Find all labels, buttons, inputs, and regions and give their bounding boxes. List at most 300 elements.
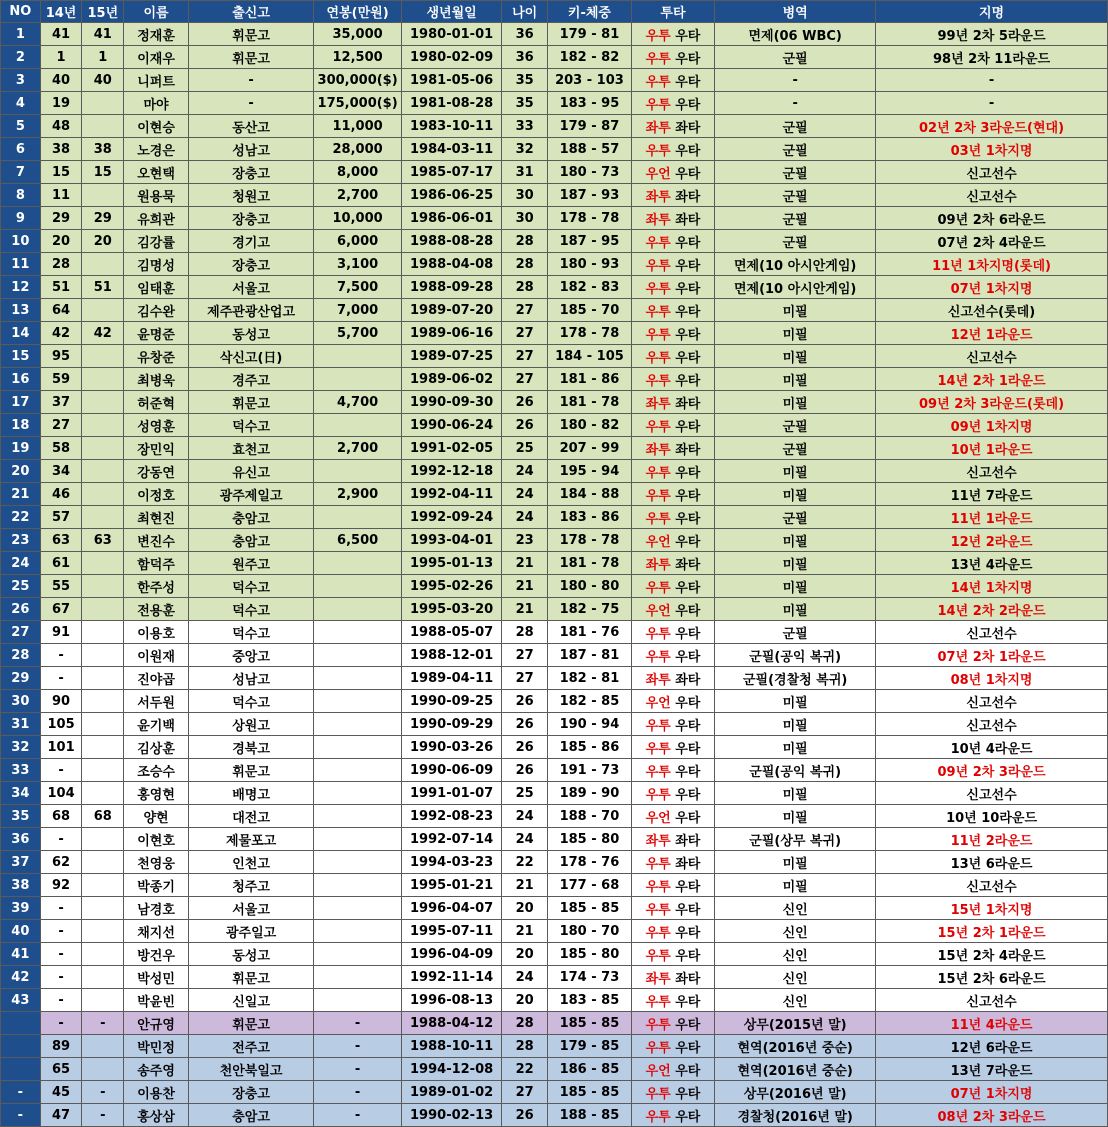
cell-birth: 1990-09-30 bbox=[401, 391, 501, 414]
cell-number-14: 89 bbox=[40, 1035, 82, 1058]
cell-no: 23 bbox=[1, 529, 41, 552]
cell-no: 28 bbox=[1, 644, 41, 667]
cell-age: 36 bbox=[502, 23, 548, 46]
cell-throw-bat bbox=[631, 46, 715, 69]
cell-number-15 bbox=[82, 483, 124, 506]
throw-hand: 우투 bbox=[645, 350, 671, 366]
cell-age: 20 bbox=[502, 897, 548, 920]
cell-salary: 6,000 bbox=[314, 230, 402, 253]
cell-military: 군필 bbox=[715, 414, 876, 437]
cell-no: 27 bbox=[1, 621, 41, 644]
cell-number-14: 27 bbox=[40, 414, 82, 437]
cell-birth: 1985-07-17 bbox=[401, 161, 501, 184]
cell-school: 충암고 bbox=[188, 1104, 313, 1127]
header-name: 이름 bbox=[124, 1, 189, 23]
table-row bbox=[1, 299, 1108, 322]
cell-birth: 1994-03-23 bbox=[401, 851, 501, 874]
bat-hand: 우타 bbox=[675, 925, 701, 941]
cell-height-weight: 178 - 78 bbox=[548, 207, 632, 230]
cell-number-15: 20 bbox=[82, 230, 124, 253]
cell-height-weight: 187 - 93 bbox=[548, 184, 632, 207]
cell-birth: 1993-04-01 bbox=[401, 529, 501, 552]
cell-military: 군필 bbox=[715, 437, 876, 460]
cell-birth: 1984-03-11 bbox=[401, 138, 501, 161]
throw-hand: 좌투 bbox=[645, 212, 671, 228]
cell-name: 이원재 bbox=[124, 644, 189, 667]
cell-military: 상무(2016년 말) bbox=[715, 1081, 876, 1104]
cell-number-15 bbox=[82, 782, 124, 805]
cell-military: 신인 bbox=[715, 943, 876, 966]
cell-salary bbox=[314, 920, 402, 943]
bat-hand: 좌타 bbox=[675, 833, 701, 849]
cell-number-15 bbox=[82, 644, 124, 667]
cell-military: 군필 bbox=[715, 207, 876, 230]
cell-number-14: 28 bbox=[40, 253, 82, 276]
throw-hand: 우투 bbox=[645, 994, 671, 1010]
cell-no: 3 bbox=[1, 69, 41, 92]
cell-draft: - bbox=[876, 69, 1108, 92]
table-row bbox=[1, 782, 1108, 805]
cell-salary: 35,000 bbox=[314, 23, 402, 46]
header-14: 14년 bbox=[40, 1, 82, 23]
throw-hand: 우투 bbox=[645, 1109, 671, 1125]
cell-no: 2 bbox=[1, 46, 41, 69]
cell-school: 휘문고 bbox=[188, 966, 313, 989]
cell-name: 방건우 bbox=[124, 943, 189, 966]
header-row bbox=[1, 1, 1108, 23]
cell-name: 조승수 bbox=[124, 759, 189, 782]
cell-name: 최병욱 bbox=[124, 368, 189, 391]
cell-no: 37 bbox=[1, 851, 41, 874]
cell-school: 휘문고 bbox=[188, 391, 313, 414]
cell-age: 28 bbox=[502, 276, 548, 299]
cell-salary: - bbox=[314, 1104, 402, 1127]
cell-age: 21 bbox=[502, 874, 548, 897]
cell-no: 4 bbox=[1, 92, 41, 115]
cell-throw-bat bbox=[631, 966, 715, 989]
cell-height-weight: 188 - 70 bbox=[548, 805, 632, 828]
bat-hand: 우타 bbox=[675, 350, 701, 366]
cell-throw-bat bbox=[631, 667, 715, 690]
throw-hand: 우투 bbox=[645, 787, 671, 803]
cell-number-14: 55 bbox=[40, 575, 82, 598]
cell-throw-bat bbox=[631, 713, 715, 736]
cell-draft: 09년 2차 3라운드 bbox=[876, 759, 1108, 782]
table-row bbox=[1, 966, 1108, 989]
cell-height-weight: 185 - 80 bbox=[548, 828, 632, 851]
cell-throw-bat bbox=[631, 920, 715, 943]
cell-no bbox=[1, 1058, 41, 1081]
cell-height-weight: 185 - 85 bbox=[548, 1081, 632, 1104]
table-row bbox=[1, 1058, 1108, 1081]
cell-age: 27 bbox=[502, 322, 548, 345]
cell-salary: 7,500 bbox=[314, 276, 402, 299]
cell-age: 25 bbox=[502, 782, 548, 805]
cell-military: 신인 bbox=[715, 989, 876, 1012]
cell-no: - bbox=[1, 1104, 41, 1127]
table-row bbox=[1, 598, 1108, 621]
throw-hand: 우투 bbox=[645, 925, 671, 941]
header-age: 나이 bbox=[502, 1, 548, 23]
cell-school: 덕수고 bbox=[188, 598, 313, 621]
cell-salary bbox=[314, 368, 402, 391]
cell-military: 경찰청(2016년 말) bbox=[715, 1104, 876, 1127]
cell-age: 27 bbox=[502, 644, 548, 667]
cell-age: 25 bbox=[502, 437, 548, 460]
cell-salary bbox=[314, 966, 402, 989]
cell-throw-bat bbox=[631, 552, 715, 575]
cell-name: 김수완 bbox=[124, 299, 189, 322]
cell-number-15: 1 bbox=[82, 46, 124, 69]
bat-hand: 우타 bbox=[675, 373, 701, 389]
cell-age: 26 bbox=[502, 414, 548, 437]
cell-number-15 bbox=[82, 437, 124, 460]
table-row bbox=[1, 897, 1108, 920]
cell-number-14: 92 bbox=[40, 874, 82, 897]
cell-draft: 신고선수 bbox=[876, 621, 1108, 644]
cell-draft: 03년 1차지명 bbox=[876, 138, 1108, 161]
throw-hand: 우투 bbox=[645, 235, 671, 251]
cell-salary: 7,000 bbox=[314, 299, 402, 322]
cell-draft: 11년 4라운드 bbox=[876, 1012, 1108, 1035]
cell-age: 27 bbox=[502, 1081, 548, 1104]
throw-hand: 우투 bbox=[645, 51, 671, 67]
cell-draft: 07년 1차지명 bbox=[876, 1081, 1108, 1104]
cell-school: 충암고 bbox=[188, 506, 313, 529]
cell-military: 군필(공익 복귀) bbox=[715, 759, 876, 782]
cell-name: 송주영 bbox=[124, 1058, 189, 1081]
cell-age: 27 bbox=[502, 299, 548, 322]
cell-number-15 bbox=[82, 92, 124, 115]
cell-name: 유희관 bbox=[124, 207, 189, 230]
throw-hand: 우투 bbox=[645, 304, 671, 320]
cell-birth: 1988-10-11 bbox=[401, 1035, 501, 1058]
throw-hand: 우투 bbox=[645, 1040, 671, 1056]
cell-number-15 bbox=[82, 966, 124, 989]
table-row bbox=[1, 943, 1108, 966]
cell-salary bbox=[314, 736, 402, 759]
cell-salary bbox=[314, 989, 402, 1012]
cell-birth: 1995-03-20 bbox=[401, 598, 501, 621]
cell-throw-bat bbox=[631, 230, 715, 253]
cell-school: 삭신고(日) bbox=[188, 345, 313, 368]
cell-military: 미필 bbox=[715, 460, 876, 483]
cell-no bbox=[1, 1035, 41, 1058]
bat-hand: 우타 bbox=[675, 97, 701, 113]
cell-draft: 신고선수 bbox=[876, 184, 1108, 207]
cell-height-weight: 182 - 83 bbox=[548, 276, 632, 299]
throw-hand: 우투 bbox=[645, 1017, 671, 1033]
cell-number-14: 64 bbox=[40, 299, 82, 322]
cell-number-14: - bbox=[40, 920, 82, 943]
cell-school: 경기고 bbox=[188, 230, 313, 253]
table-row bbox=[1, 989, 1108, 1012]
cell-name: 성영훈 bbox=[124, 414, 189, 437]
cell-no: 26 bbox=[1, 598, 41, 621]
cell-no: 12 bbox=[1, 276, 41, 299]
bat-hand: 우타 bbox=[675, 718, 701, 734]
cell-number-14: - bbox=[40, 966, 82, 989]
throw-hand: 우투 bbox=[645, 580, 671, 596]
bat-hand: 좌타 bbox=[675, 212, 701, 228]
throw-hand: 좌투 bbox=[645, 557, 671, 573]
header-military: 병역 bbox=[715, 1, 876, 23]
cell-military: 미필 bbox=[715, 368, 876, 391]
throw-hand: 좌투 bbox=[645, 120, 671, 136]
cell-no: 21 bbox=[1, 483, 41, 506]
cell-age: 24 bbox=[502, 506, 548, 529]
cell-throw-bat bbox=[631, 943, 715, 966]
cell-throw-bat bbox=[631, 621, 715, 644]
cell-birth: 1980-01-01 bbox=[401, 23, 501, 46]
cell-birth: 1992-07-14 bbox=[401, 828, 501, 851]
throw-hand: 우언 bbox=[645, 534, 671, 550]
cell-no: 24 bbox=[1, 552, 41, 575]
table-row bbox=[1, 667, 1108, 690]
cell-height-weight: 190 - 94 bbox=[548, 713, 632, 736]
cell-draft: 13년 6라운드 bbox=[876, 851, 1108, 874]
cell-number-14: 46 bbox=[40, 483, 82, 506]
cell-throw-bat bbox=[631, 391, 715, 414]
table-row bbox=[1, 529, 1108, 552]
cell-number-14: - bbox=[40, 759, 82, 782]
throw-hand: 우투 bbox=[645, 718, 671, 734]
cell-height-weight: 184 - 88 bbox=[548, 483, 632, 506]
cell-draft: 09년 2차 3라운드(롯데) bbox=[876, 391, 1108, 414]
cell-military: 미필 bbox=[715, 391, 876, 414]
throw-hand: 우투 bbox=[645, 258, 671, 274]
bat-hand: 우타 bbox=[675, 511, 701, 527]
throw-hand: 우투 bbox=[645, 626, 671, 642]
cell-name: 최현진 bbox=[124, 506, 189, 529]
cell-no: 31 bbox=[1, 713, 41, 736]
bat-hand: 우타 bbox=[675, 787, 701, 803]
bat-hand: 우타 bbox=[675, 1063, 701, 1079]
cell-age: 35 bbox=[502, 69, 548, 92]
cell-number-15 bbox=[82, 506, 124, 529]
bat-hand: 우타 bbox=[675, 534, 701, 550]
cell-no: 30 bbox=[1, 690, 41, 713]
header-birth: 생년월일 bbox=[401, 1, 501, 23]
throw-hand: 좌투 bbox=[645, 396, 671, 412]
cell-school: 신일고 bbox=[188, 989, 313, 1012]
throw-hand: 우투 bbox=[645, 465, 671, 481]
cell-name: 정재훈 bbox=[124, 23, 189, 46]
cell-salary bbox=[314, 552, 402, 575]
cell-number-15 bbox=[82, 874, 124, 897]
cell-height-weight: 181 - 78 bbox=[548, 391, 632, 414]
cell-name: 이재우 bbox=[124, 46, 189, 69]
cell-number-15 bbox=[82, 943, 124, 966]
cell-school: 성남고 bbox=[188, 138, 313, 161]
cell-number-14: 101 bbox=[40, 736, 82, 759]
cell-age: 26 bbox=[502, 713, 548, 736]
cell-military: 군필(공익 복귀) bbox=[715, 644, 876, 667]
cell-school: 휘문고 bbox=[188, 46, 313, 69]
table-row bbox=[1, 1081, 1108, 1104]
bat-hand: 우타 bbox=[675, 1086, 701, 1102]
cell-number-14: 37 bbox=[40, 391, 82, 414]
cell-school: 덕수고 bbox=[188, 690, 313, 713]
cell-throw-bat bbox=[631, 989, 715, 1012]
throw-hand: 우투 bbox=[645, 488, 671, 504]
cell-height-weight: 181 - 78 bbox=[548, 552, 632, 575]
cell-no: 8 bbox=[1, 184, 41, 207]
cell-throw-bat bbox=[631, 345, 715, 368]
table-row bbox=[1, 1012, 1108, 1035]
throw-hand: 우투 bbox=[645, 74, 671, 90]
throw-hand: 우투 bbox=[645, 741, 671, 757]
cell-military: 면제(10 아시안게임) bbox=[715, 253, 876, 276]
cell-height-weight: 177 - 68 bbox=[548, 874, 632, 897]
throw-hand: 우투 bbox=[645, 143, 671, 159]
cell-military: 군필 bbox=[715, 115, 876, 138]
throw-hand: 우투 bbox=[645, 764, 671, 780]
cell-birth: 1992-11-14 bbox=[401, 966, 501, 989]
cell-salary: 175,000($) bbox=[314, 92, 402, 115]
cell-height-weight: 180 - 73 bbox=[548, 161, 632, 184]
cell-salary bbox=[314, 713, 402, 736]
cell-draft: 12년 6라운드 bbox=[876, 1035, 1108, 1058]
cell-age: 26 bbox=[502, 759, 548, 782]
cell-height-weight: 203 - 103 bbox=[548, 69, 632, 92]
cell-number-14: 11 bbox=[40, 184, 82, 207]
bat-hand: 좌타 bbox=[675, 442, 701, 458]
cell-throw-bat bbox=[631, 782, 715, 805]
cell-salary: 11,000 bbox=[314, 115, 402, 138]
cell-throw-bat bbox=[631, 874, 715, 897]
cell-salary bbox=[314, 414, 402, 437]
cell-school: 동성고 bbox=[188, 322, 313, 345]
cell-school: 효천고 bbox=[188, 437, 313, 460]
cell-throw-bat bbox=[631, 207, 715, 230]
cell-throw-bat bbox=[631, 299, 715, 322]
cell-throw-bat bbox=[631, 368, 715, 391]
cell-no: 39 bbox=[1, 897, 41, 920]
bat-hand: 우타 bbox=[675, 580, 701, 596]
cell-throw-bat bbox=[631, 1035, 715, 1058]
cell-height-weight: 185 - 85 bbox=[548, 897, 632, 920]
cell-throw-bat bbox=[631, 598, 715, 621]
bat-hand: 우타 bbox=[675, 28, 701, 44]
cell-school: 휘문고 bbox=[188, 1012, 313, 1035]
table-row bbox=[1, 759, 1108, 782]
cell-military: - bbox=[715, 92, 876, 115]
cell-throw-bat bbox=[631, 575, 715, 598]
cell-school: 덕수고 bbox=[188, 575, 313, 598]
cell-number-14: 40 bbox=[40, 69, 82, 92]
cell-number-15: 29 bbox=[82, 207, 124, 230]
cell-age: 22 bbox=[502, 1058, 548, 1081]
cell-number-15: 51 bbox=[82, 276, 124, 299]
cell-draft: 09년 2차 6라운드 bbox=[876, 207, 1108, 230]
cell-name: 진야곱 bbox=[124, 667, 189, 690]
table-row bbox=[1, 690, 1108, 713]
bat-hand: 좌타 bbox=[675, 971, 701, 987]
cell-number-14: 51 bbox=[40, 276, 82, 299]
cell-school: 대전고 bbox=[188, 805, 313, 828]
bat-hand: 우타 bbox=[675, 626, 701, 642]
cell-height-weight: 189 - 90 bbox=[548, 782, 632, 805]
cell-birth: 1988-05-07 bbox=[401, 621, 501, 644]
cell-draft: 07년 2차 1라운드 bbox=[876, 644, 1108, 667]
cell-number-14: 42 bbox=[40, 322, 82, 345]
cell-throw-bat bbox=[631, 1012, 715, 1035]
cell-salary: 2,700 bbox=[314, 437, 402, 460]
cell-number-14: 67 bbox=[40, 598, 82, 621]
cell-draft: 11년 2라운드 bbox=[876, 828, 1108, 851]
cell-school: 성남고 bbox=[188, 667, 313, 690]
cell-number-14: - bbox=[40, 1012, 82, 1035]
cell-throw-bat bbox=[631, 23, 715, 46]
cell-height-weight: 178 - 78 bbox=[548, 322, 632, 345]
cell-age: 24 bbox=[502, 483, 548, 506]
header-school: 출신고 bbox=[188, 1, 313, 23]
cell-no: 19 bbox=[1, 437, 41, 460]
cell-throw-bat bbox=[631, 184, 715, 207]
cell-number-15 bbox=[82, 851, 124, 874]
cell-birth: 1989-04-11 bbox=[401, 667, 501, 690]
bat-hand: 우타 bbox=[675, 603, 701, 619]
cell-age: 26 bbox=[502, 690, 548, 713]
cell-number-15 bbox=[82, 299, 124, 322]
cell-draft: 10년 1라운드 bbox=[876, 437, 1108, 460]
cell-number-15: 63 bbox=[82, 529, 124, 552]
throw-hand: 우투 bbox=[645, 902, 671, 918]
bat-hand: 우타 bbox=[675, 879, 701, 895]
bat-hand: 우타 bbox=[675, 948, 701, 964]
cell-height-weight: 182 - 75 bbox=[548, 598, 632, 621]
cell-draft: 신고선수 bbox=[876, 460, 1108, 483]
cell-school: 장충고 bbox=[188, 1081, 313, 1104]
cell-number-15 bbox=[82, 828, 124, 851]
cell-name: 홍상삼 bbox=[124, 1104, 189, 1127]
cell-school: 제물포고 bbox=[188, 828, 313, 851]
cell-draft: 15년 2차 4라운드 bbox=[876, 943, 1108, 966]
cell-military: 군필(경찰청 복귀) bbox=[715, 667, 876, 690]
bat-hand: 우타 bbox=[675, 465, 701, 481]
cell-birth: 1988-04-08 bbox=[401, 253, 501, 276]
bat-hand: 우타 bbox=[675, 74, 701, 90]
cell-name: 윤기백 bbox=[124, 713, 189, 736]
cell-no: 10 bbox=[1, 230, 41, 253]
cell-age: 24 bbox=[502, 805, 548, 828]
cell-name: 이현호 bbox=[124, 828, 189, 851]
cell-number-14: - bbox=[40, 667, 82, 690]
cell-no: 33 bbox=[1, 759, 41, 782]
cell-draft: 11년 7라운드 bbox=[876, 483, 1108, 506]
cell-birth: 1986-06-01 bbox=[401, 207, 501, 230]
cell-number-14: 59 bbox=[40, 368, 82, 391]
table-row bbox=[1, 828, 1108, 851]
cell-military: 미필 bbox=[715, 805, 876, 828]
cell-name: 강동연 bbox=[124, 460, 189, 483]
cell-birth: 1988-08-28 bbox=[401, 230, 501, 253]
cell-name: 노경은 bbox=[124, 138, 189, 161]
table-row bbox=[1, 736, 1108, 759]
cell-age: 21 bbox=[502, 575, 548, 598]
throw-hand: 우투 bbox=[645, 281, 671, 297]
table-row bbox=[1, 391, 1108, 414]
cell-height-weight: 184 - 105 bbox=[548, 345, 632, 368]
cell-school: 유신고 bbox=[188, 460, 313, 483]
cell-number-15 bbox=[82, 1058, 124, 1081]
cell-name: 함덕주 bbox=[124, 552, 189, 575]
cell-no: 36 bbox=[1, 828, 41, 851]
cell-school: 광주제일고 bbox=[188, 483, 313, 506]
table-row bbox=[1, 276, 1108, 299]
bat-hand: 우타 bbox=[675, 258, 701, 274]
